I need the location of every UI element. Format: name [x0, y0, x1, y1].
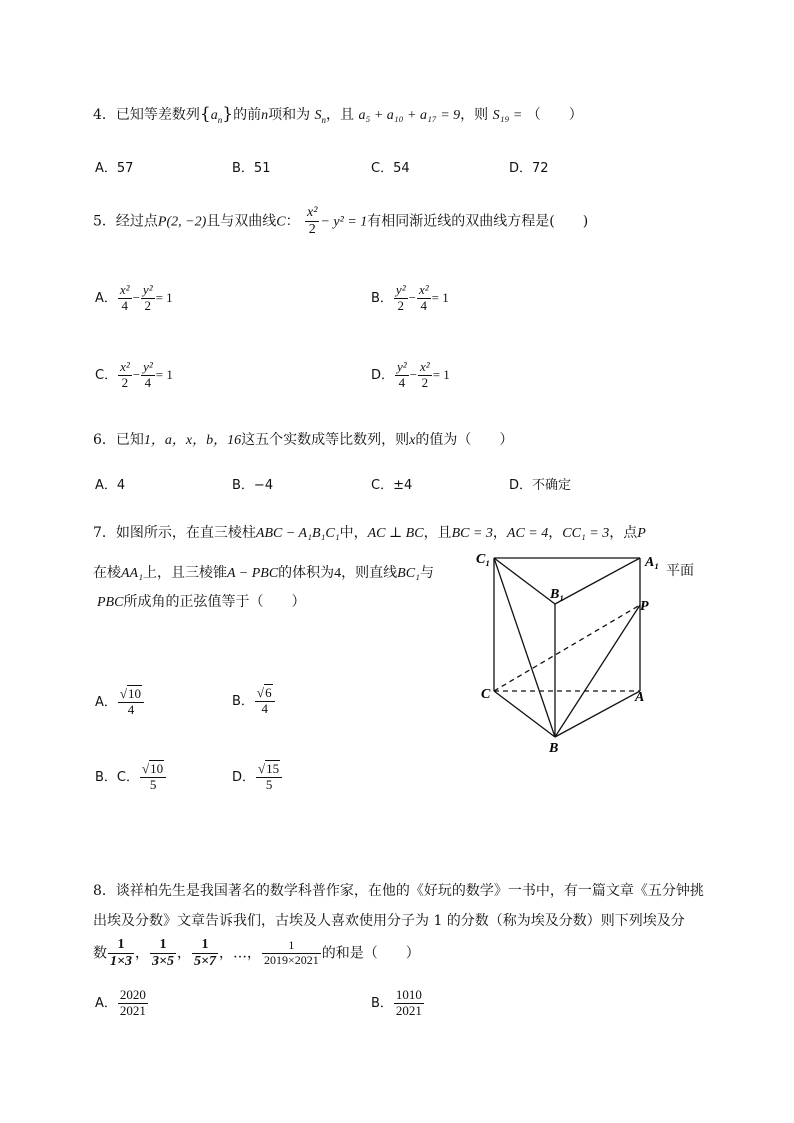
q5-number: 5． [93, 213, 116, 230]
q5-option-a: A． $\frac{\text{x²}}{4}$ − $\frac{\text{y²}}{2}$ = 1 [95, 282, 173, 313]
question-7-line-1: 7．如图所示，在直三棱柱ABC − A₁B₁C₁中，AC ⊥ BC，且BC = 3，AC = 4，CC₁ = 3，点P [93, 525, 646, 541]
q4-seq-brace: { [199, 104, 211, 124]
q6-option-b: B．−4 [232, 478, 274, 493]
q4-text-4: ，且 [326, 107, 355, 123]
question-8-line-1: 8．谈祥柏先生是我国著名的数学科普作家，在他的《好玩的数学》一书中，有一篇文章《五分钟挑 [93, 883, 704, 899]
edge-c1-b1 [494, 558, 555, 604]
question-7-line-2-end: 平面 [666, 563, 694, 579]
edge-b-p [555, 605, 640, 737]
label-b1: B₁ [550, 587, 565, 602]
q5-option-b: B． $\frac{\text{y²}}{2}$ − $\frac{\text{x²}}{4}$ = 1 [371, 282, 449, 313]
q6-number: 6． [93, 432, 116, 448]
edge-b1-a1 [555, 558, 640, 604]
question-4: 4．已知等差数列$\{a_n\}$的前n项和为 $S_n$，且 a₅ + a₁₀ + a₁₇ = 9，则 S₁₉ = （ ） [93, 104, 583, 125]
q4-seq-a: $a_n$ [210, 108, 223, 125]
q7-option-b: B． $\frac{√6}{4}$ [232, 686, 276, 717]
q5-point: P(2, −2) [157, 214, 207, 230]
label-b: B [549, 741, 559, 756]
question-8-line-2: 出埃及分数》文章告诉我们，古埃及人喜欢使用分子为 1 的分数（称为埃及分数）则下列埃及分 [93, 913, 685, 929]
q7-option-c: B．C． $\frac{√10}{5}$ [95, 762, 167, 793]
q7-number: 7． [93, 525, 116, 541]
q5-option-c: C． $\frac{\text{x²}}{2}$ − $\frac{\text{y²}}{4}$ = 1 [95, 359, 173, 390]
q8-option-a: A． $\frac{2020}{2021}$ [95, 987, 146, 1018]
q4-text-3: 项和为 [268, 107, 311, 123]
q4-n: n [261, 108, 269, 123]
q4-option-d: D．72 [509, 161, 549, 176]
q5-curve: C [276, 214, 286, 230]
q5-curve-frac: $\frac{\text{x²}}{2}$ [307, 205, 318, 238]
q4-option-b: B．51 [232, 161, 271, 176]
label-c1: C₁ [476, 552, 491, 567]
q4-option-c: C．54 [371, 161, 410, 176]
edge-c-p-hidden [494, 605, 640, 691]
q6-option-c: C．±4 [371, 478, 413, 493]
q6-option-d: D．不确定 [509, 478, 572, 493]
edge-c1-b [494, 558, 555, 737]
question-5: 5．经过点P(2, −2)且与双曲线C： $\frac{\text{x²}}{2}$ − y² = 1有相同渐近线的双曲线方程是( ) [93, 205, 589, 238]
q4-text-1: 已知等差数列 [115, 107, 200, 123]
q4-ask: S₁₉ = [492, 108, 523, 123]
q8-number: 8． [93, 883, 116, 899]
q7-option-a: A． $\frac{√10}{4}$ [95, 687, 145, 718]
q4-number: 4． [93, 107, 116, 123]
label-a1: A₁ [645, 555, 660, 570]
edge-b-a [555, 691, 640, 737]
q4-paren: （ ） [526, 107, 583, 123]
question-8-line-3: 数 $\frac{1}{1\times 3}$ ， $\frac{1}{3\times 5}$ ， $\frac{1}{5\times 7}$ ，…， $\frac{1}{2019\times 2021}$ 的和是（ ） [93, 937, 420, 970]
q4-option-a: A．57 [95, 161, 134, 176]
question-7-line-2: 在棱AA₁上，且三棱锥A − PBC的体积为4，则直线BC₁与 [93, 565, 434, 581]
question-6: 6．已知1，a，x，b，16这五个实数成等比数列，则x的值为（ ） [93, 432, 514, 448]
prism-figure [474, 548, 694, 763]
q4-S: $S_n$ [314, 108, 327, 125]
q6-values: 1，a，x，b，16 [143, 433, 242, 448]
q4-text-5: ，则 [460, 107, 489, 123]
q8-option-b: B． $\frac{1010}{2021}$ [371, 987, 422, 1018]
question-7-line-3: PBC所成角的正弦值等于（ ） [97, 594, 306, 610]
q7-option-d: D． $\frac{√15}{5}$ [232, 762, 283, 793]
label-a: A [635, 690, 645, 705]
q5-option-d: D． $\frac{\text{y²}}{4}$ − $\frac{\text{x²}}{2}$ = 1 [371, 359, 450, 390]
q6-option-a: A．4 [95, 478, 126, 493]
edge-c-b [494, 691, 555, 737]
label-p: P [640, 599, 649, 614]
q4-text-2: 的前 [233, 107, 262, 123]
label-c: C [481, 687, 491, 702]
q4-condition: a₅ + a₁₀ + a₁₇ = 9 [358, 108, 461, 123]
